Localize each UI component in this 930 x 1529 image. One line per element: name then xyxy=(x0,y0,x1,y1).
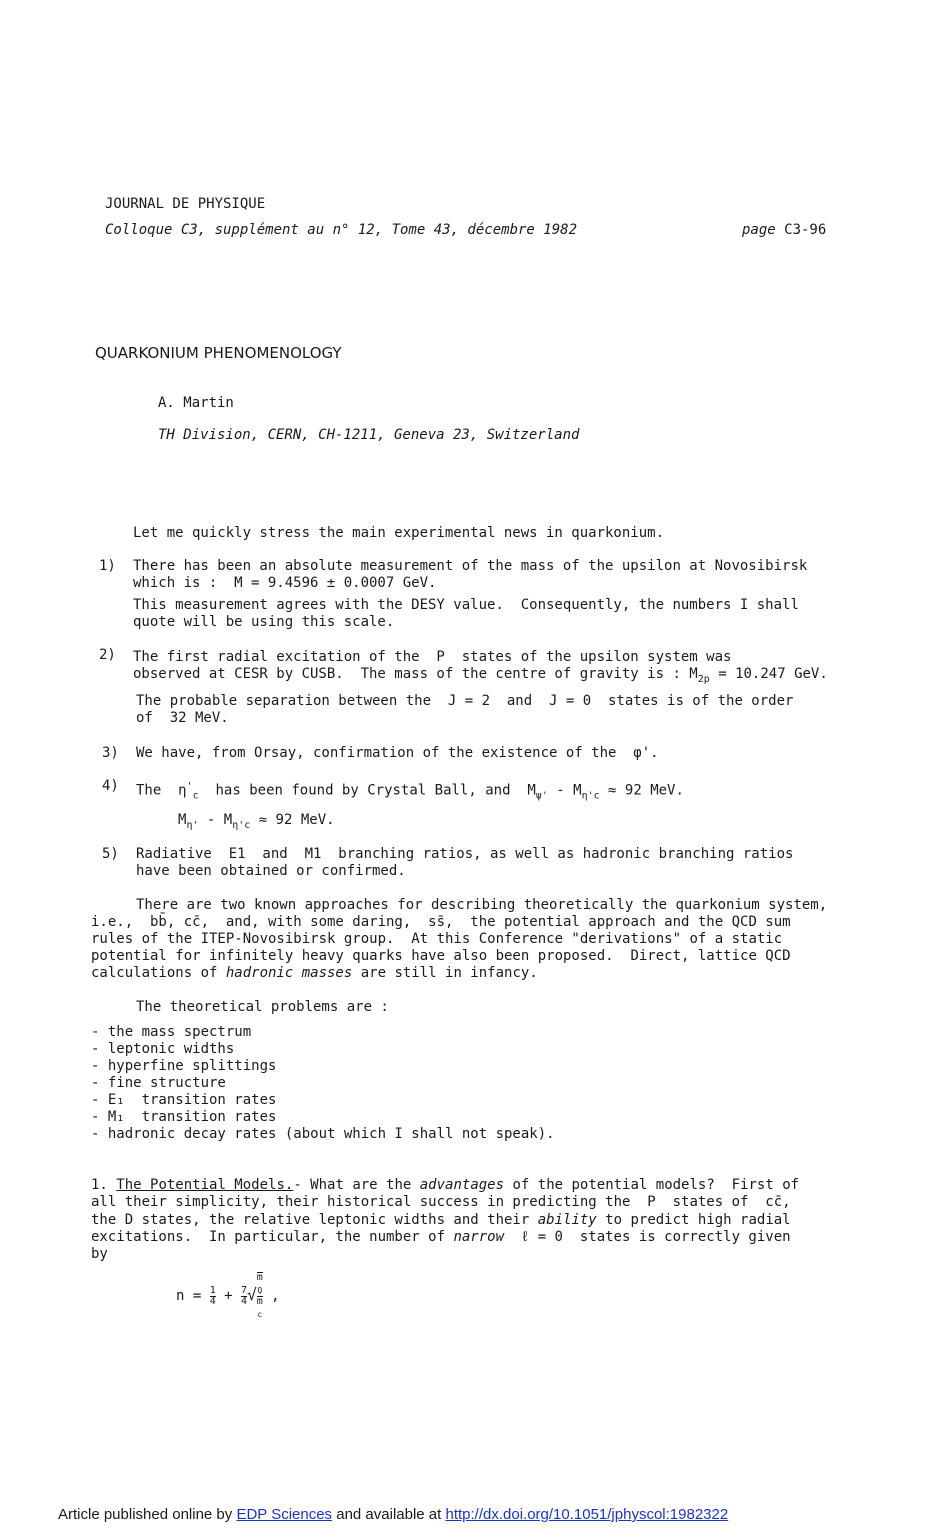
section-number: 1. xyxy=(91,1177,117,1193)
etac-subscript: η'c xyxy=(232,819,251,831)
eta-subscript: η' xyxy=(186,819,199,831)
square-root-symbol: √ xyxy=(247,1285,257,1304)
item2-line2-end: = 10.247 GeV. xyxy=(709,666,828,682)
list-item: - the mass spectrum xyxy=(91,1024,252,1040)
list-item: - fine structure xyxy=(91,1075,226,1091)
publisher-link[interactable]: EDP Sciences xyxy=(236,1506,333,1523)
item4-value: ≈ 92 MeV. xyxy=(599,782,684,799)
item4-value: ≈ 92 MeV. xyxy=(250,812,335,828)
page-number: page C3-96 xyxy=(742,222,827,238)
journal-name: JOURNAL DE PHYSIQUE xyxy=(105,196,266,212)
colloque-line: Colloque C3, supplément au n° 12, Tome 43, décembre 1982 xyxy=(105,222,578,238)
list-item: - M₁ transition rates xyxy=(91,1109,277,1125)
mass-subscript: 2p xyxy=(697,673,710,685)
para2-line4: potential for infinitely heavy quarks have also been proposed. Direct, lattice QCD xyxy=(91,948,791,964)
numerator-symbol: m xyxy=(256,1272,263,1283)
section1-text-end: of the potential models? First of xyxy=(504,1177,800,1193)
section1-line4-end: ℓ = 0 states is correctly given xyxy=(504,1229,791,1245)
publication-footer xyxy=(58,1506,728,1523)
author-name: A. Martin xyxy=(158,395,234,411)
denominator-symbol: m xyxy=(256,1296,263,1307)
section1-line1 xyxy=(91,1177,799,1194)
item2-line1: The first radial excitation of the P states of the upsilon system was xyxy=(133,649,732,665)
hadronic-masses-emphasis: hadronic masses xyxy=(225,965,353,981)
psi-subscript: ψ' xyxy=(535,790,548,802)
denominator: 4 xyxy=(209,1295,216,1307)
para2-line5 xyxy=(91,965,538,982)
denominator: 4 xyxy=(241,1295,248,1307)
item-number: 5) xyxy=(102,846,119,862)
ability-emphasis: ability xyxy=(537,1212,597,1228)
item2-line3: The probable separation between the J = 2 and J = 0 states is of the order xyxy=(136,693,794,709)
para2-line2: i.e., bb̄, cc̄, and, with some daring, ss̄, the potential approach and the QCD sum xyxy=(91,914,791,930)
numerator: 7 xyxy=(241,1284,248,1296)
footer-text-mid: and available at xyxy=(332,1506,446,1523)
item-number: 2) xyxy=(99,647,116,663)
mass-symbol: M xyxy=(178,812,187,828)
item1-line3: This measurement agrees with the DESY value. Consequently, the numbers I shall xyxy=(133,597,799,613)
doi-link[interactable]: http://dx.doi.org/10.1051/jphyscol:1982322 xyxy=(445,1506,729,1523)
footer-text: Article published online by xyxy=(58,1506,237,1523)
paper-title: QUARKONIUM PHENOMENOLOGY xyxy=(95,344,342,362)
etac-subscript: η'c xyxy=(581,790,600,802)
para2-line5-start: calculations of xyxy=(91,965,226,981)
list-item: - E₁ transition rates xyxy=(91,1092,277,1108)
problems-intro: The theoretical problems are : xyxy=(136,999,389,1015)
para2-line3: rules of the ITEP-Novosibirsk group. At this Conference "derivations" of a static xyxy=(91,931,783,947)
section1-line3-start: the D states, the relative leptonic widths and their xyxy=(91,1212,538,1228)
advantages-emphasis: advantages xyxy=(419,1177,505,1193)
minus-mass: - M xyxy=(198,812,233,828)
list-item: - hadronic decay rates (about which I shall not speak). xyxy=(91,1126,555,1142)
eta-symbol: The η xyxy=(136,782,187,799)
item5-line1: Radiative E1 and M1 branching ratios, as well as hadronic branching ratios xyxy=(136,846,794,862)
item3-line1: We have, from Orsay, confirmation of the existence of the φ'. xyxy=(136,745,659,761)
section1-text: - What are the xyxy=(293,1177,420,1193)
minus-mass: - M xyxy=(547,782,582,799)
item-number: 1) xyxy=(99,558,116,574)
item2-line2 xyxy=(133,666,828,688)
item-number: 4) xyxy=(102,778,119,794)
section1-line4-start: excitations. In particular, the number of xyxy=(91,1229,454,1245)
item4-line2 xyxy=(178,812,335,834)
item-number: 3) xyxy=(102,745,119,761)
item4-line1 xyxy=(136,778,684,804)
item1-line1: There has been an absolute measurement of the mass of the upsilon at Novosibirsk xyxy=(133,558,808,574)
para2-line5-end: are still in infancy. xyxy=(352,965,538,981)
plus-sign: + xyxy=(215,1288,242,1304)
section-heading: The Potential Models. xyxy=(116,1177,294,1193)
item5-line2: have been obtained or confirmed. xyxy=(136,863,406,879)
author-affiliation: TH Division, CERN, CH-1211, Geneva 23, Switzerland xyxy=(158,427,580,443)
equation-lhs: n = xyxy=(176,1288,210,1304)
para2-line1: There are two known approaches for describing theoretically the quarkonium system, xyxy=(136,897,828,913)
equation xyxy=(176,1272,280,1320)
section1-line3 xyxy=(91,1212,791,1229)
item2-line4: of 32 MeV. xyxy=(136,710,229,726)
section1-line3-end: to predict high radial xyxy=(596,1212,791,1228)
item2-line2-text: observed at CESR by CUSB. The mass of the centre of gravity is : M xyxy=(133,666,698,682)
page-label: page xyxy=(742,222,776,238)
list-item: - leptonic widths xyxy=(91,1041,235,1057)
section1-line5: by xyxy=(91,1246,108,1262)
denominator-subscript: c xyxy=(257,1310,263,1319)
section1-line2: all their simplicity, their historical success in predicting the P states of cc̄, xyxy=(91,1194,791,1210)
item1-line2: which is : M = 9.4596 ± 0.0007 GeV. xyxy=(133,575,437,591)
equation-end: , xyxy=(262,1288,280,1304)
c-subscript: c xyxy=(192,790,199,802)
narrow-emphasis: narrow xyxy=(453,1229,505,1245)
section1-line4 xyxy=(91,1229,791,1246)
item4-text: has been found by Crystal Ball, and M xyxy=(198,782,536,799)
list-item: - hyperfine splittings xyxy=(91,1058,277,1074)
prime-superscript: ' xyxy=(186,781,193,792)
numerator-subscript: Q xyxy=(257,1286,263,1295)
item1-line4: quote will be using this scale. xyxy=(133,614,395,630)
intro-paragraph: Let me quickly stress the main experimental news in quarkonium. xyxy=(133,525,665,541)
numerator: 1 xyxy=(209,1284,216,1296)
